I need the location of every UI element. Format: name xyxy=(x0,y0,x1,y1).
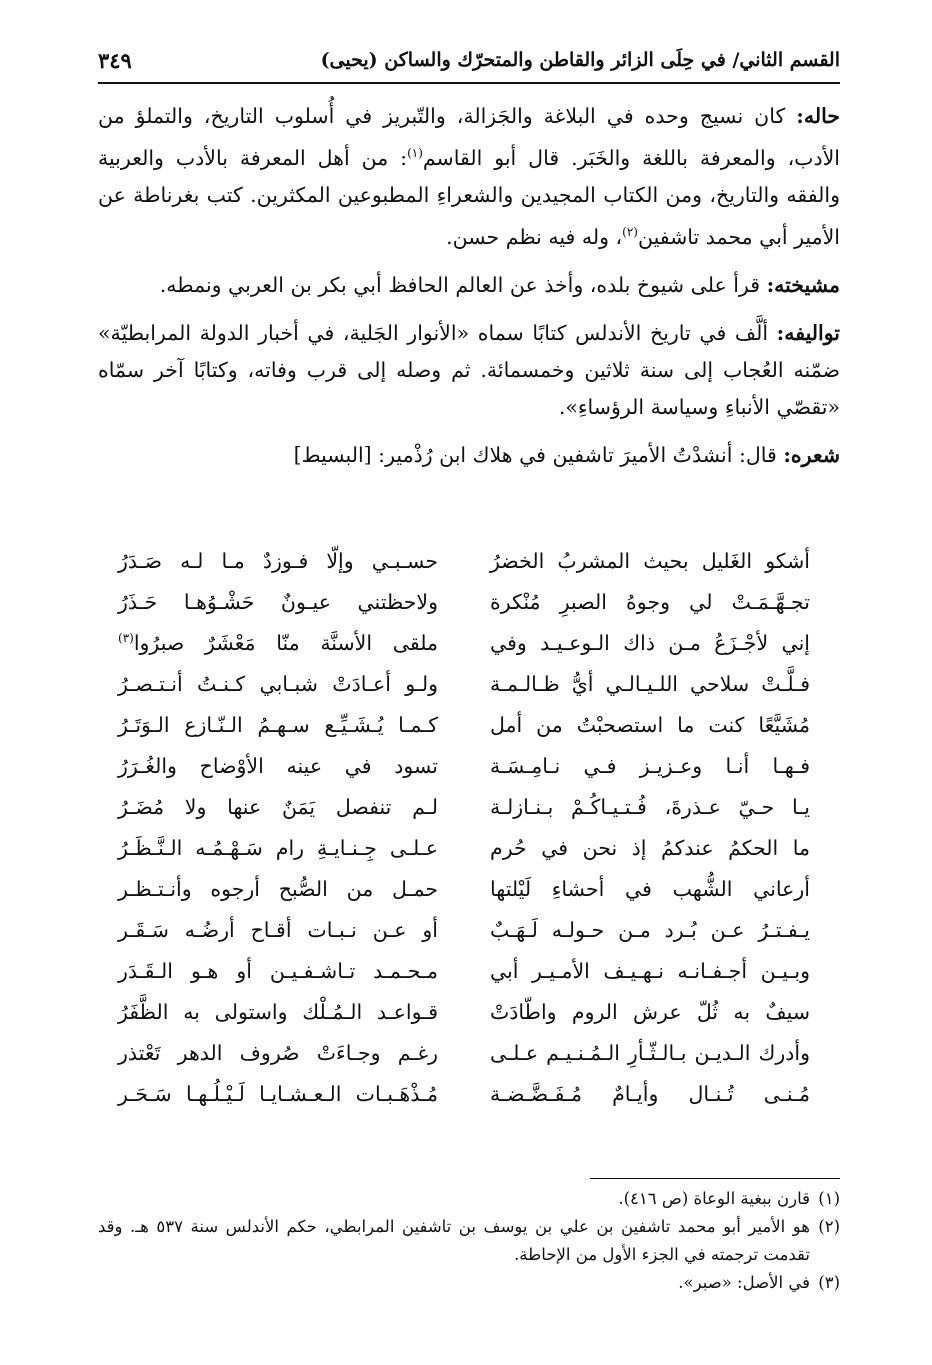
main-text xyxy=(98,98,840,473)
hemistich-text: ملقى الأسنَّة منّا مَعْشَرٌ صبرُوا xyxy=(133,630,438,655)
footnote-text: هو الأمير أبو محمد تاشفين بن علي بن يوسف بن تاشفين المرابطي، حكم الأندلس سنة ٥٣٧ هـ. وقد تقدمت ترجمته في الجزء الأول من الإحاطة. xyxy=(98,1217,811,1264)
paragraph-text: كان نسيج وحده في البلاغة والجَزالة، والتّبريز في أُسلوب التاريخ، والتملؤ من الأدب، والمعرفة باللغة والخَبَر. قال أبو القاسم xyxy=(98,104,840,170)
footnotes xyxy=(98,1185,840,1297)
verse-first-hemistich: أرعاني الشُّهب في أحشاءِ لَيْلتها xyxy=(490,876,810,901)
paragraph-tawalif xyxy=(98,315,840,426)
verse-second-hemistich: قـواعـد الـمُـلْك واستولى به الظَّفَرُ xyxy=(118,999,438,1024)
verse-second-hemistich: أو عـن نـبـات أقـاح أرضُـه سَـقَـر xyxy=(118,917,438,942)
verse-second-hemistich: مُـذْهَـبـات الـعـشـايـا لَـيْـلُـهـا سَـحَـر xyxy=(118,1081,438,1106)
footnote xyxy=(98,1185,840,1213)
verse-first-hemistich: وبـيـن أجـفـانـه نـهـيـف الأمـيـر أبي xyxy=(490,958,810,983)
verse-second-hemistich: حسـبـي وإلّا فـوزدٌ مـا لـه صَـدَرُ xyxy=(118,548,438,573)
verse-second-hemistich: ولاحظتني عيـونٌ حَشْـوُهـا حَـذَرُ xyxy=(118,589,438,614)
paragraph-mashyakha xyxy=(98,267,840,304)
poem-verse xyxy=(118,1032,810,1073)
section-heading: حاله: xyxy=(796,104,840,128)
verse-first-hemistich: سيفٌ به ثُلّ عرش الروم واطّادَتْ xyxy=(490,999,810,1024)
section-heading: مشيخته: xyxy=(766,272,840,297)
poem-verse xyxy=(118,950,810,991)
footnote-number: (٣) xyxy=(818,1273,840,1292)
paragraph-text: قال: أنشدْتُ الأميرَ تاشفين في هلاك ابن رُذْمير: [البسيط] xyxy=(293,442,784,467)
verse-second-hemistich: لـم تنفصل يَمَنٌ عنها ولا مُضَـرُ xyxy=(118,794,438,819)
footnote-number: (٢) xyxy=(818,1217,840,1236)
paragraph-haluhu xyxy=(98,98,840,256)
footnote-text: قارن ببغية الوعاة (ص ٤١٦). xyxy=(618,1189,810,1208)
footnote-number: (١) xyxy=(818,1189,840,1208)
poem-verse xyxy=(118,622,810,663)
paragraph-text: ، وله فيه نظم حسن. xyxy=(446,224,623,249)
poem-verse xyxy=(118,581,810,622)
poem-verse xyxy=(118,663,810,704)
poem-verse xyxy=(118,827,810,868)
footnote-ref: (١) xyxy=(407,146,423,160)
verse-second-hemistich: رغـم وجـاءَتْ صُروف الدهر تَعْتذر xyxy=(118,1040,438,1065)
verse-first-hemistich: يـا حـيّ عـذرةَ، فُـتـيـاكُـمْ بـنـازلـة xyxy=(490,794,810,819)
paragraph-shiruhu xyxy=(98,437,840,473)
paragraph-text: ألَّف في تاريخ الأندلس كتابًا سماه «الأنوار الجَلية، في أخبار الدولة المرابطيّة» ضمّنه العُجاب إلى سنة ثلاثين وخمسمائة. ثم وصله إلى قرب وفاته، وكتابًا آخر سمّاه «تقصّي الأنباءِ وسياسة الرؤساءِ». xyxy=(98,320,840,419)
verse-first-hemistich: إني لأجْـزَعُ مـن ذاك الـوعـيـد وفي xyxy=(490,630,810,655)
footnote-text: في الأصل: «صبر». xyxy=(678,1273,810,1292)
verse-first-hemistich: مُـنـى تُـنـال وأيـامٌ مُـفَـضَّـضـة xyxy=(490,1081,810,1106)
verse-first-hemistich: يـفـتـرُ عـن بُـرد مـن حـولـه لَـهَـبٌ xyxy=(490,917,810,942)
verse-second-hemistich: تسود في عينه الأوْضاح والغُـرَرُ xyxy=(118,753,438,778)
verse-first-hemistich: مُشَيَّعًا كنت ما استصحبْتُ من أمل xyxy=(490,712,810,737)
poem xyxy=(118,540,810,1114)
poem-verse xyxy=(118,1073,810,1114)
footnote-ref: (٢) xyxy=(622,224,638,239)
verse-first-hemistich: ما الحكمُ عندكمُ إذ نحن في حُرم xyxy=(490,835,810,860)
running-head: القسم الثاني/ في حِلَى الزائر والقاطن والمتحرّك والساكن (يحيى) xyxy=(320,49,840,71)
footnote-ref: (٣) xyxy=(118,630,134,645)
verse-second-hemistich: ولـو أعـادَتْ شبـابي كـنـتُ أنـتـصـرُ xyxy=(118,671,438,696)
poem-verse xyxy=(118,991,810,1032)
poem-verse xyxy=(118,704,810,745)
poem-verse xyxy=(118,786,810,827)
section-heading: تواليفه: xyxy=(776,320,840,345)
verse-first-hemistich: وأدرك الـديـن بـالـثّـأرِ الـمُـنـيـم عـلـى xyxy=(490,1040,810,1065)
footnote-divider xyxy=(590,1178,840,1179)
poem-verse xyxy=(118,745,810,786)
section-heading: شعره: xyxy=(783,442,840,467)
verse-second-hemistich xyxy=(118,631,438,655)
verse-second-hemistich: مـحـمـد تـاشـفـيـن أو هـو الـقَـدَر xyxy=(118,958,438,983)
paragraph-text: قرأ على شيوخ بلده، وأخذ عن العالم الحافظ أبي بكر بن العربي ونمطه. xyxy=(159,272,767,297)
verse-second-hemistich: عـلـى جِـنـايـةِ رام سَـهْـمُـه الـنَّـظَـرُ xyxy=(118,835,438,860)
page-number: ٣٤٩ xyxy=(98,47,132,73)
footnote xyxy=(98,1269,840,1297)
verse-second-hemistich: حمـل من الصُّبح أرجوه وأنـتـظـر xyxy=(118,876,438,901)
poem-verse xyxy=(118,909,810,950)
verse-first-hemistich: أشكو الغَليل بحيث المشربُ الخضرُ xyxy=(490,548,810,573)
poem-verse xyxy=(118,868,810,909)
verse-first-hemistich: تجـهَّـمَـتْ لي وجوهُ الصبرِ مُنْكرة xyxy=(490,589,810,614)
page-header xyxy=(98,38,840,84)
verse-first-hemistich: فـهـا أنـا وعـزيـز فـي نـامِـسَـة xyxy=(490,753,810,778)
footnote xyxy=(98,1213,840,1269)
paragraph-text: : من أهل المعرفة بالأدب والعربية والفقه والتاريخ، ومن الكتاب المجيدين والشعراءِ المطبوعين المكثرين. كتب بغرناطة عن الأمير أبي محمد تاشفين xyxy=(98,145,840,249)
poem-verse xyxy=(118,540,810,581)
verse-first-hemistich: فـلَّـتْ سلاحي اللـيـالـي أيُّ ظـالـمـة xyxy=(490,671,810,696)
verse-second-hemistich: كـمـا يُـشَـيِّـع سـهـمُ الـنّـازع الـوَتَـرُ xyxy=(118,712,438,737)
